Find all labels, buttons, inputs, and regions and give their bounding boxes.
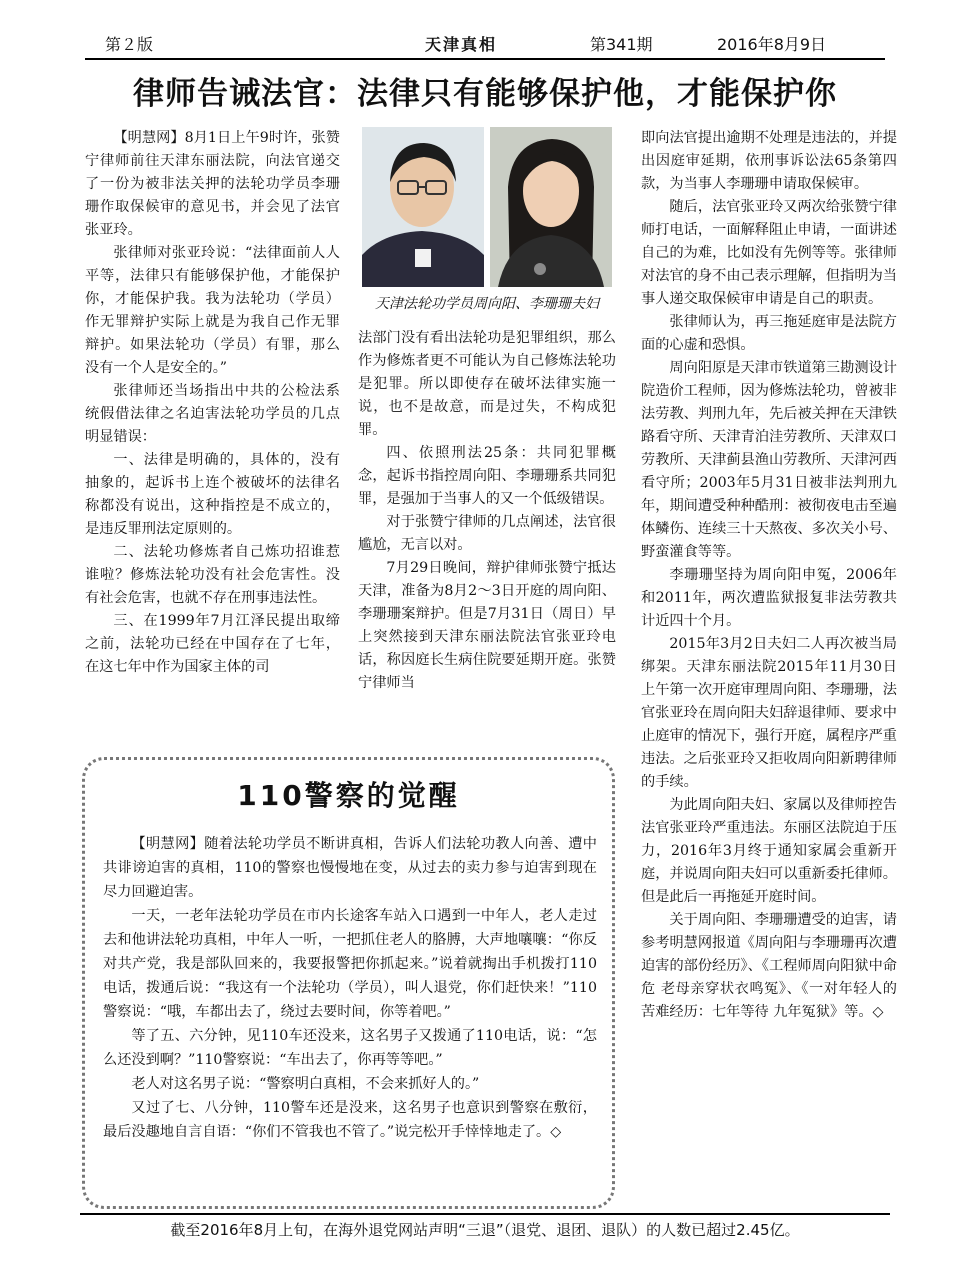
photo-pair (358, 127, 616, 287)
paragraph: 【明慧网】随着法轮功学员不断讲真相，告诉人们法轮功教人向善、遭中共诽谤迫害的真相，110的警察也慢慢地在变，从过去的卖力参与迫害到现在尽力回避迫害。 (103, 836, 597, 900)
article-column-1 (85, 127, 340, 679)
paragraph: 等了五、六分钟，见110车还没来，这名男子又拨通了110电话，说：“怎么还没到啊？”110警察说：“车出去了，你再等等吧。” (103, 1028, 597, 1068)
footer-note: 截至2016年8月上旬，在海外退党网站声明“三退”（退党、退团、退队）的人数已超过2.45亿。 (170, 1221, 800, 1239)
paragraph: 张律师对张亚玲说：“法律面前人人平等，法律只有能够保护他，才能保护你，才能保护我。我为法轮功（学员）作无罪辩护实际上就是为我自己作无罪辩护。如果法轮功（学员）有罪，那么没有一个人是安全的。” (85, 245, 340, 376)
footer-divider (80, 1213, 890, 1215)
paragraph: 四、依照刑法25条：共同犯罪概念，起诉书指控周向阳、李珊珊系共同犯罪，是强加于当事人的又一个低级错误。 (358, 445, 616, 507)
paragraph: 即向法官提出逾期不处理是违法的，并提出因庭审延期，依刑事诉讼法65条第四款，为当事人李珊珊申请取保候审。 (641, 130, 897, 192)
paper-title: 天津真相 (425, 35, 498, 54)
portrait-man-photo (362, 127, 484, 287)
box-title: 110警察的觉醒 (237, 779, 460, 812)
headline: 律师告诫法官：法律只有能够保护他，才能保护你 (133, 76, 837, 112)
portrait-woman-photo (490, 127, 612, 287)
issue-number: 第341期 (590, 35, 653, 54)
paragraph: 李珊珊坚持为周向阳申冤，2006年和2011年，两次遭监狱报复非法劳教共计近四十个月。 (641, 567, 897, 629)
edition-label: 第２版 (105, 35, 154, 54)
boxed-story (82, 757, 615, 1209)
article-column-2 (358, 327, 616, 695)
issue-date: 2016年8月9日 (717, 35, 827, 54)
paragraph: 老人对这名男子说：“警察明白真相，不会来抓好人的。” (131, 1076, 480, 1092)
paragraph: 周向阳原是天津市铁道第三勘测设计院造价工程师，因为修炼法轮功，曾被非法劳教、判刑九年，先后被关押在天津铁路看守所、天津青泊洼劳教所、天津双口劳教所、天津蓟县渔山劳教所、天津河西看守所；2003年5月31日被非法判刑九年，期间遭受种种酷刑：被彻夜电击至遍体鳞伤、连续三十天熬夜、多次关小号、野蛮灌食等等。 (641, 360, 897, 560)
paragraph: 关于周向阳、李珊珊遭受的迫害，请参考明慧网报道《周向阳与李珊珊再次遭迫害的部份经历》、《工程师周向阳狱中命危 老母亲穿状衣鸣冤》、《一对年轻人的苦难经历：七年等待 九年冤狱》等。◇ (641, 912, 897, 1020)
article-column-3 (641, 127, 897, 1024)
paragraph: 【明慧网】8月1日上午9时许，张赞宁律师前往天津东丽法院，向法官递交了一份为被非法关押的法轮功学员李珊珊作取保候审的意见书，并会见了法官张亚玲。 (85, 130, 340, 238)
paragraph: 二、法轮功修炼者自己炼功招谁惹谁啦？修炼法轮功没有社会危害性。没有社会危害，也就不存在刑事违法性。 (85, 544, 340, 606)
box-body (103, 832, 597, 1144)
page-header (85, 30, 885, 60)
paragraph: 法部门没有看出法轮功是犯罪组织，那么作为修炼者更不可能认为自己修炼法轮功是犯罪。所以即使存在破坏法律实施一说，也不是故意，而是过失，不构成犯罪。 (358, 330, 616, 438)
paragraph: 张律师还当场指出中共的公检法系统假借法律之名迫害法轮功学员的几点明显错误： (85, 383, 340, 445)
paragraph: 又过了七、八分钟，110警车还是没来，这名男子也意识到警察在敷衍，最后没趣地自言自语：“你们不管我也不管了。”说完松开手悻悻地走了。◇ (103, 1100, 597, 1140)
paragraph: 对于张赞宁律师的几点阐述，法官很尴尬，无言以对。 (358, 514, 616, 553)
paragraph: 7月29日晚间，辩护律师张赞宁抵达天津，准备为8月2～3日开庭的周向阳、李珊珊案辩护。但是7月31日（周日）早上突然接到天津东丽法院法官张亚玲电话，称因庭长生病住院要延期开庭。张赞宁律师当 (358, 560, 616, 691)
paragraph: 随后，法官张亚玲又两次给张赞宁律师打电话，一面解释阻止申请，一面讲述自己的为难，比如没有先例等等。张律师对法官的身不由己表示理解，但指明为当事人递交取保候审申请是自己的职责。 (641, 199, 897, 307)
paragraph: 张律师认为，再三拖延庭审是法院方面的心虚和恐惧。 (641, 314, 897, 353)
paragraph: 三、在1999年7月江泽民提出取缔之前，法轮功已经在中国存在了七年，在这七年中作为国家主体的司 (85, 613, 340, 675)
paragraph: 一、法律是明确的，具体的，没有抽象的，起诉书上连个被破坏的法律名称都没有说出，这种指控是不成立的，是违反罪刑法定原则的。 (85, 452, 340, 537)
paragraph: 一天，一老年法轮功学员在市内长途客车站入口遇到一中年人，老人走过去和他讲法轮功真相，中年人一听，一把抓住老人的胳膊，大声地嚷嚷：“你反对共产党，我是部队回来的，我要报警把你抓起来。”说着就掏出手机拨打110电话，拨通后说：“我这有一个法轮功（学员），叫人退党，你们赶快来！”110警察说：“哦，车都出去了，绕过去要时间，你等着吧。” (103, 908, 597, 1020)
paragraph: 为此周向阳夫妇、家属以及律师控告法官张亚玲严重违法。东丽区法院迫于压力，2016年3月终于通知家属会重新开庭，并说周向阳夫妇可以重新委托律师。但是此后一再拖延开庭时间。 (641, 797, 897, 905)
photo-caption: 天津法轮功学员周向阳、李珊珊夫妇 (375, 296, 599, 312)
paragraph: 2015年3月2日夫妇二人再次被当局绑架。天津东丽法院2015年11月30日上午第一次开庭审理周向阳、李珊珊，法官张亚玲在周向阳夫妇辞退律师、要求中止庭审的情况下，强行开庭，属程序严重违法。之后张亚玲又拒收周向阳新聘律师的手续。 (641, 636, 897, 790)
